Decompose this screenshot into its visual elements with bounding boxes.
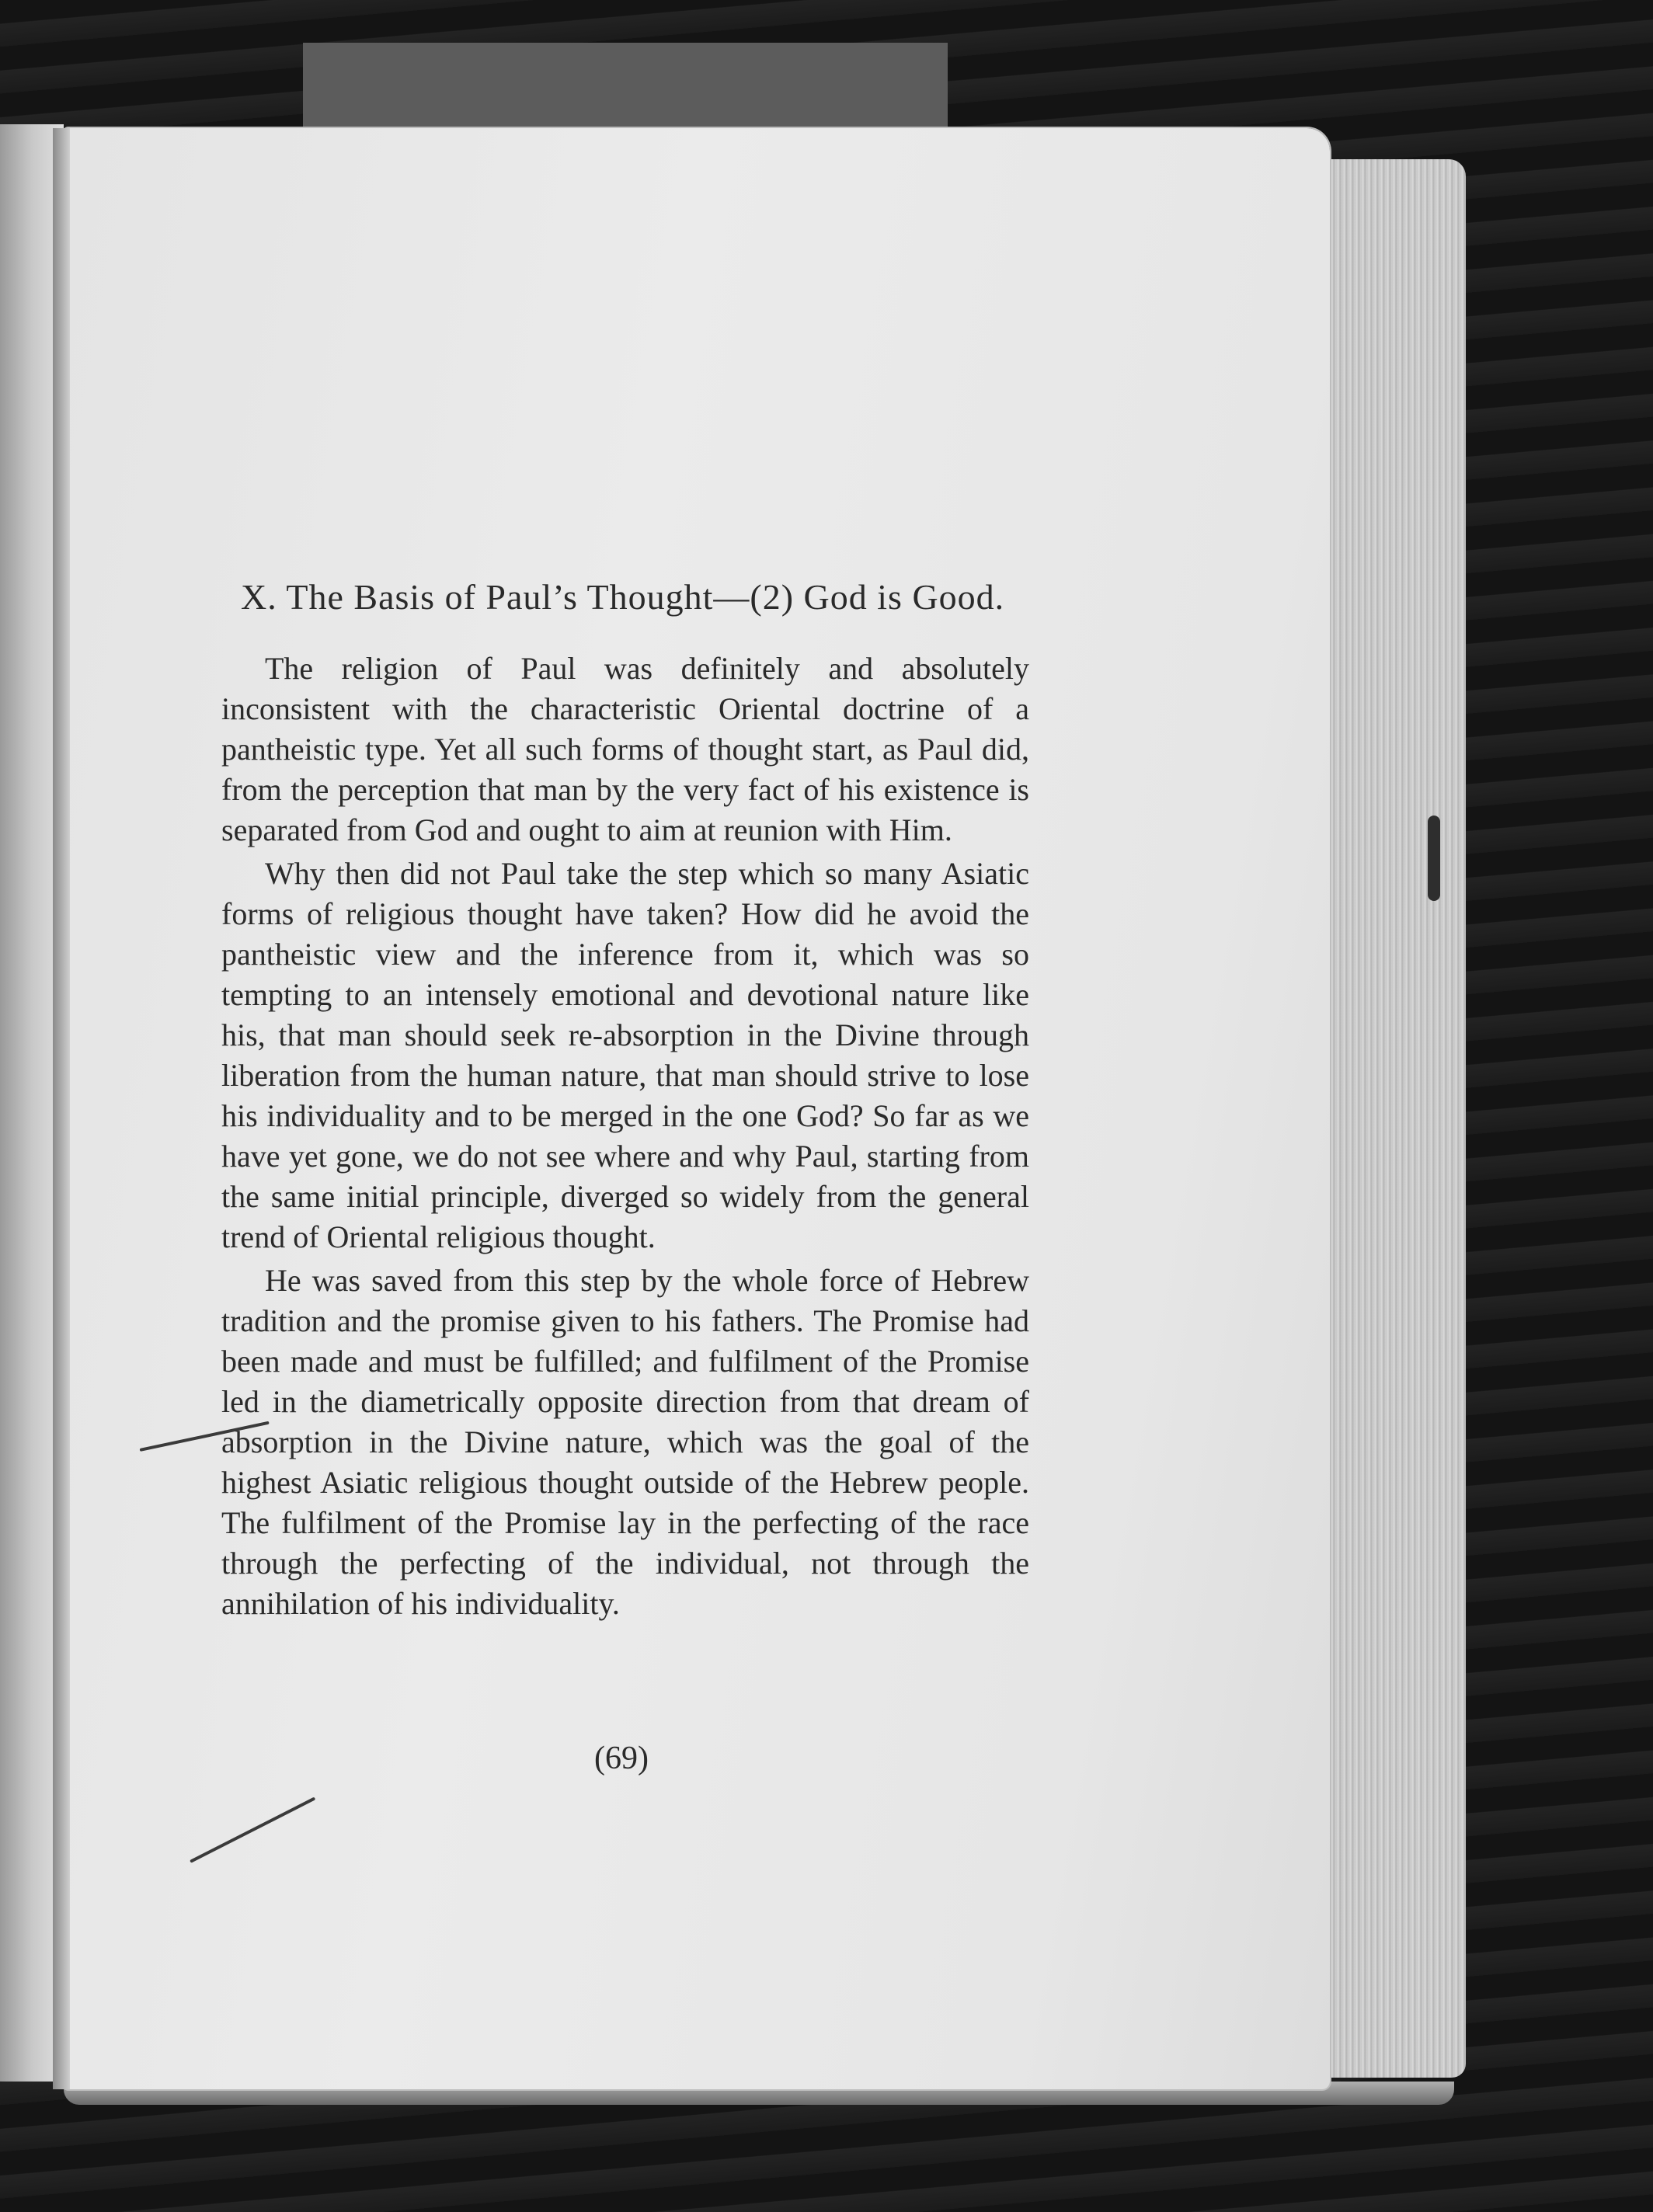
book-fore-edge bbox=[1330, 159, 1466, 2078]
page-text bbox=[221, 576, 1029, 1624]
chapter-heading: X. The Basis of Paul’s Thought—(2) God is Good. bbox=[241, 577, 1005, 617]
paragraph: The religion of Paul was definitely and absolutely inconsistent with the characteristic Oriental doctrine of a pantheistic type. Yet all such forms of thought start, as Paul did, from the perception that man by the very fact of his existence is separated from God and ought to aim at reunion with Him. bbox=[221, 651, 1029, 847]
paragraph: Why then did not Paul take the step which so many Asiatic forms of religious thought have taken? How did he avoid the pantheistic view and the inference from it, which was so tempting to an intensely emotional and devotional nature like his, that man should seek re-absorption in the Divine through liberation from the human nature, that man should strive to lose his individuality and to be merged in the one God? So far as we have yet gone, we do not see where and why Paul, starting from the same initial principle, diverged so widely from the general trend of Oriental religious thought. bbox=[221, 856, 1029, 1254]
page-number: (69) bbox=[594, 1741, 649, 1776]
ink-blot bbox=[1428, 816, 1440, 901]
paragraph: He was saved from this step by the whole force of Hebrew tradition and the promise given to his fathers. The Promise had been made and must be fulfilled; and fulfilment of the Promise led in the diametrically opposite direction from that dream of absorption in the Divine nature, which was the goal of the highest Asiatic religious thought outside of the Hebrew people. The fulfilment of the Promise lay in the perfecting of the race through the perfecting of the individual, not through the annihilation of his individuality. bbox=[221, 1263, 1029, 1621]
book-gutter bbox=[53, 128, 70, 2089]
